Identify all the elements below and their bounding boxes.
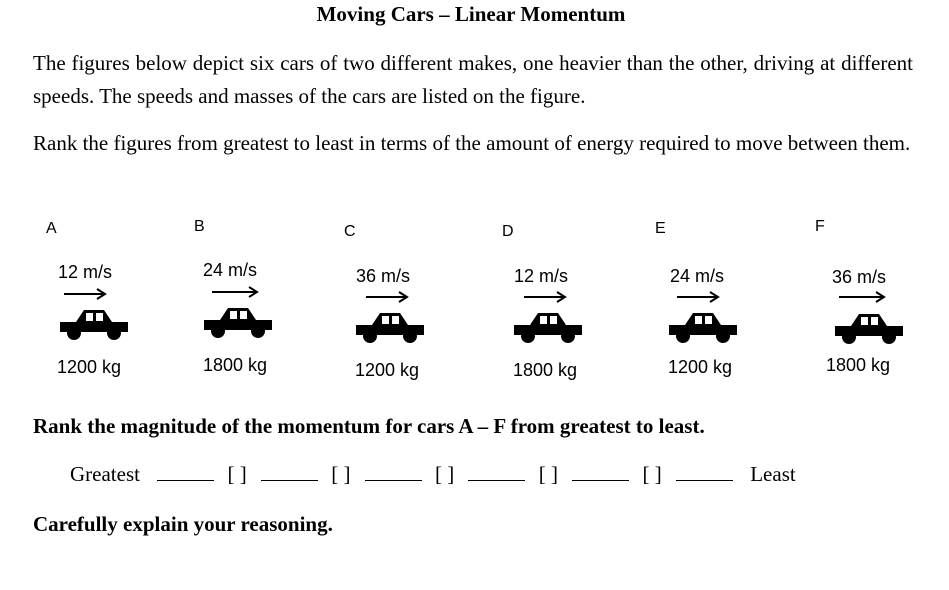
figure-label: C	[344, 223, 356, 240]
car-icon	[58, 306, 130, 342]
velocity-arrow-icon	[64, 286, 124, 302]
speed-label: 36 m/s	[832, 267, 887, 287]
mass-label: 1200 kg	[355, 360, 420, 380]
intro-paragraph: The figures below depict six cars of two different makes, one heavier than the other, driving at different speeds. The speeds and masses of the cars are listed on the figure.	[33, 51, 913, 108]
figure-label: A	[46, 220, 57, 237]
car-icon	[202, 304, 274, 340]
figure-label: B	[194, 218, 205, 235]
velocity-arrow-icon	[839, 289, 899, 305]
figure-label: E	[655, 220, 666, 237]
mass-label: 1200 kg	[668, 357, 733, 377]
car-icon	[512, 309, 584, 345]
rank-slot-2[interactable]: [ ]	[331, 462, 351, 486]
speed-label: 24 m/s	[203, 260, 258, 280]
speed-label: 12 m/s	[514, 266, 569, 286]
figure-label: D	[502, 223, 514, 240]
blank-line	[365, 462, 422, 481]
rank-slot-4[interactable]: [ ]	[538, 462, 558, 486]
car-figure-c	[344, 223, 464, 403]
rank-slot-3[interactable]: [ ]	[434, 462, 455, 486]
explain-prompt: Carefully explain your reasoning.	[33, 512, 333, 536]
least-label: Least	[750, 462, 796, 486]
car-figure-f	[815, 218, 935, 398]
car-icon	[667, 309, 739, 345]
figure-label: F	[815, 218, 825, 235]
mass-label: 1200 kg	[57, 357, 122, 377]
velocity-arrow-icon	[524, 289, 584, 305]
momentum-question: Rank the magnitude of the momentum for cars A – F from greatest to least.	[33, 414, 705, 438]
mass-label: 1800 kg	[203, 355, 268, 375]
blank-line	[261, 462, 318, 481]
car-icon	[354, 309, 426, 345]
speed-label: 24 m/s	[670, 266, 725, 286]
velocity-arrow-icon	[677, 289, 737, 305]
velocity-arrow-icon	[212, 284, 272, 300]
car-figure-d	[502, 223, 622, 403]
mass-label: 1800 kg	[826, 355, 891, 375]
greatest-label: Greatest	[70, 462, 140, 486]
rank-slot-1[interactable]: [ ]	[227, 462, 247, 486]
ranking-row	[70, 462, 796, 487]
car-figure-b	[192, 218, 312, 398]
speed-label: 36 m/s	[356, 266, 411, 286]
page-title: Moving Cars – Linear Momentum	[316, 2, 626, 26]
rank-slot-5[interactable]: [ ]	[642, 462, 662, 486]
blank-line	[157, 462, 214, 481]
car-figure-e	[655, 220, 775, 400]
blank-line	[676, 462, 733, 481]
car-figure-a	[44, 220, 164, 400]
blank-line	[468, 462, 525, 481]
speed-label: 12 m/s	[58, 262, 113, 282]
velocity-arrow-icon	[366, 289, 426, 305]
mass-label: 1800 kg	[513, 360, 578, 380]
car-icon	[833, 310, 905, 346]
task-paragraph: Rank the figures from greatest to least in terms of the amount of energy required to move between them.	[33, 131, 911, 155]
blank-line	[572, 462, 629, 481]
